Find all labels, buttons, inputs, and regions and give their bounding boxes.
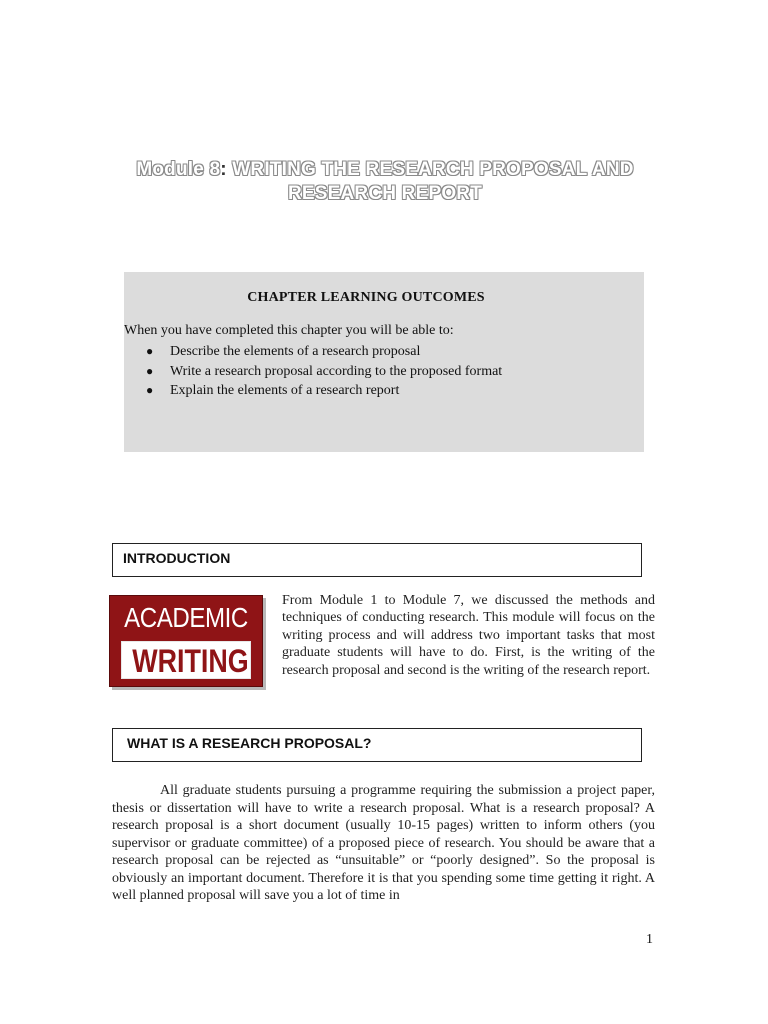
introduction-heading-box — [112, 543, 642, 577]
list-item-text: Write a research proposal according to the proposed format — [170, 363, 503, 379]
proposal-paragraph: All graduate students pursuing a programme requiring the submission a project paper, thesis or dissertation will have to write a research proposal. What is a research proposal? A research proposal is a short document (usually 10-15 pages) written to inform others (you supervisor or graduate committee) of a proposed piece of research. You should be aware that a research proposal can be rejected as “unsuitable” or “poorly designed”. So the proposal is obviously an important document. Therefore it is that you spending some time getting it right. A well planned proposal will save you a lot of time in — [112, 783, 655, 903]
list-item-text: Explain the elements of a research report — [170, 383, 400, 398]
list-item — [146, 342, 502, 362]
proposal-heading: WHAT IS A RESEARCH PROPOSAL? — [127, 735, 372, 751]
module-title — [110, 158, 660, 206]
list-item — [146, 381, 502, 401]
introduction-heading: INTRODUCTION — [123, 550, 231, 566]
module-title-line2: RESEARCH REPORT — [287, 183, 483, 204]
page-number: 1 — [646, 932, 653, 947]
learning-outcomes-list — [146, 342, 502, 401]
bullet-icon: ● — [146, 363, 154, 378]
module-number: Module 8 — [136, 159, 221, 180]
bullet-icon: ● — [146, 344, 154, 358]
logo-text-top: ACADEMIC — [124, 602, 248, 633]
learning-outcomes-heading: CHAPTER LEARNING OUTCOMES — [247, 290, 485, 305]
introduction-paragraph: From Module 1 to Module 7, we discussed the methods and techniques of conducting research. This module will focus on the writing process and will address two important tasks that most graduate students will have to do. First, is the writing of the research proposal and second is the writing of the research report. — [282, 593, 655, 678]
logo-plate — [121, 641, 251, 679]
proposal-heading-box — [112, 728, 642, 762]
module-title-text: WRITING THE RESEARCH PROPOSAL AND — [226, 159, 634, 180]
list-item-text: Describe the elements of a research proposal — [170, 344, 421, 359]
module-title-colon: : — [220, 159, 227, 180]
learning-outcomes-box — [124, 272, 644, 452]
bullet-icon: ● — [146, 383, 154, 397]
learning-outcomes-intro: When you have completed this chapter you will be able to: — [124, 323, 454, 338]
logo-text-bottom: WRITING — [132, 643, 249, 679]
module-title-line1 — [110, 158, 660, 182]
academic-writing-logo — [109, 595, 263, 687]
list-item — [146, 362, 502, 382]
